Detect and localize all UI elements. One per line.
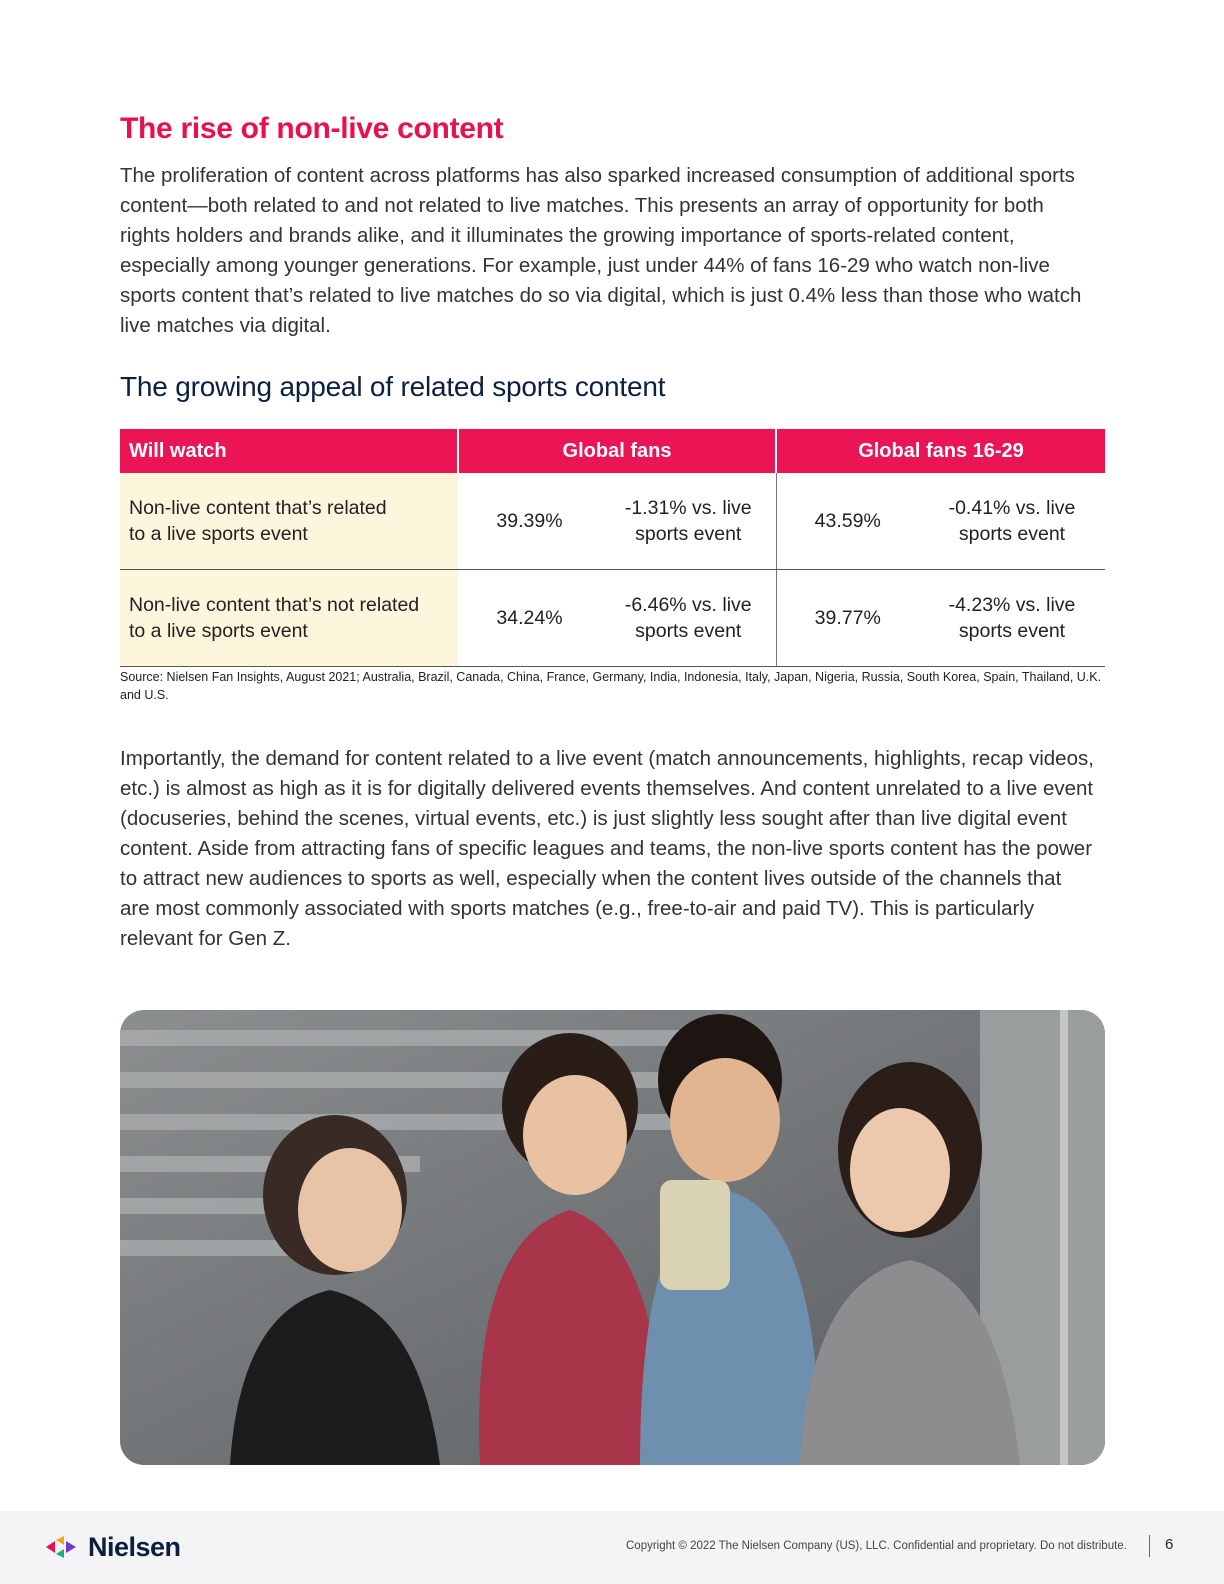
nielsen-wordmark: Nielsen bbox=[88, 1531, 181, 1562]
page-footer bbox=[0, 1511, 1224, 1584]
body-paragraph: Importantly, the demand for content related to a live event (match announcements, highlights, recap videos, etc.) is almost as high as it is for digitally delivered events themselves. And content unrelated to a live event (docuseries, behind the scenes, virtual events, etc.) is just slightly less sought after than live digital event content. Aside from attracting fans of specific leagues and teams, the non-live sports content has the power to attract new audiences to sports as well, especially when the content lives outside of the channels that are most commonly associated with sports matches (e.g., free-to-air and paid TV). This is particularly relevant for Gen Z. bbox=[120, 747, 1094, 950]
section-title: The rise of non-live content bbox=[120, 112, 504, 145]
header-global-fans: Global fans bbox=[458, 429, 776, 473]
row-label bbox=[120, 473, 458, 570]
table-row bbox=[120, 570, 1105, 667]
row-label-line: to a live sports event bbox=[129, 620, 308, 642]
comparison-line: -4.23% vs. live bbox=[948, 594, 1076, 616]
comparison-table bbox=[120, 429, 1105, 667]
intro-paragraph: The proliferation of content across platforms has also sparked increased consumption of additional sports content—both related to and not related to live matches. This presents an array of opportunity for both rights holders and brands alike, and it illuminates the growing importance of sports-related content, especially among younger generations. For example, just under 44% of fans 16-29 who watch non-live sports content that’s related to live matches do so via digital, which is just 0.4% less than those who watch live matches via digital. bbox=[120, 164, 1082, 337]
row-label-line: Non-live content that’s related bbox=[129, 497, 387, 519]
comparison-line: -0.41% vs. live bbox=[948, 497, 1076, 519]
page-number: 6 bbox=[1165, 1536, 1174, 1553]
global-fans-comparison bbox=[601, 473, 776, 570]
global-fans-comparison bbox=[601, 570, 776, 667]
table-header-row bbox=[120, 429, 1105, 473]
row-label-line: Non-live content that’s not related bbox=[129, 594, 420, 616]
comparison-line: sports event bbox=[635, 620, 742, 642]
table-source-note: Source: Nielsen Fan Insights, August 2021; Australia, Brazil, Canada, China, France, Germany, India, Indonesia, Italy, Japan, Nigeria, Russia, South Korea, Spain, Thailand, U.K. and U.S. bbox=[120, 670, 1102, 702]
nielsen-logo-icon bbox=[46, 1536, 82, 1558]
comparison-line: sports event bbox=[958, 620, 1066, 642]
comparison-line: -6.46% vs. live bbox=[624, 594, 752, 616]
header-will-watch: Will watch bbox=[120, 429, 458, 473]
table-title: The growing appeal of related sports content bbox=[120, 371, 666, 402]
global-fans-value: 34.24% bbox=[458, 570, 601, 667]
nielsen-logo bbox=[46, 1530, 181, 1564]
comparison-line: sports event bbox=[635, 523, 742, 545]
young-fans-comparison bbox=[919, 473, 1105, 570]
comparison-line: -1.31% vs. live bbox=[624, 497, 752, 519]
young-fans-comparison bbox=[919, 570, 1105, 667]
footer-divider bbox=[1149, 1535, 1150, 1557]
table-row bbox=[120, 473, 1105, 570]
young-fans-value: 43.59% bbox=[776, 473, 919, 570]
row-label bbox=[120, 570, 458, 667]
young-fans-value: 39.77% bbox=[776, 570, 919, 667]
global-fans-value: 39.39% bbox=[458, 473, 601, 570]
header-global-fans-16-29: Global fans 16-29 bbox=[776, 429, 1105, 473]
copyright-notice: Copyright © 2022 The Nielsen Company (US), LLC. Confidential and proprietary. Do not distribute. bbox=[626, 1540, 1127, 1552]
friends-with-phone-photo bbox=[120, 1010, 1105, 1465]
comparison-line: sports event bbox=[958, 523, 1066, 545]
row-label-line: to a live sports event bbox=[129, 523, 308, 545]
